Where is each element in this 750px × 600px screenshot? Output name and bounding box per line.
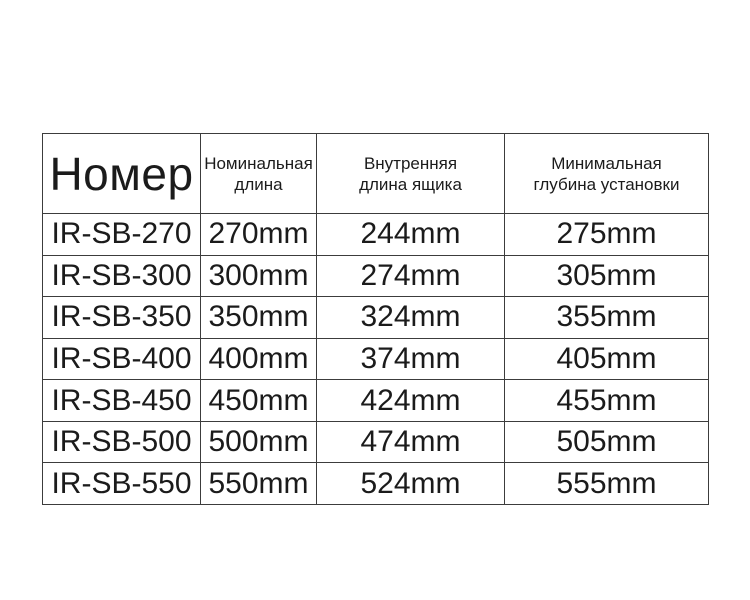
cell-inner-drawer-length: 244mm xyxy=(317,214,505,256)
cell-min-install-depth: 305mm xyxy=(505,255,709,297)
header-line: длина xyxy=(234,174,283,194)
header-cell-number: Номер xyxy=(43,134,201,214)
header-cell-inner-drawer-length xyxy=(317,134,505,214)
cell-nominal-length: 270mm xyxy=(201,214,317,256)
cell-nominal-length: 500mm xyxy=(201,421,317,463)
table-row xyxy=(43,297,709,339)
cell-inner-drawer-length: 524mm xyxy=(317,463,505,505)
cell-min-install-depth: 405mm xyxy=(505,338,709,380)
table-row xyxy=(43,421,709,463)
table-row xyxy=(43,214,709,256)
table-row xyxy=(43,338,709,380)
table-row xyxy=(43,380,709,422)
cell-min-install-depth: 455mm xyxy=(505,380,709,422)
spec-table xyxy=(42,133,709,505)
cell-nominal-length: 350mm xyxy=(201,297,317,339)
header-line: длина ящика xyxy=(359,174,462,194)
header-row xyxy=(43,134,709,214)
table-row xyxy=(43,463,709,505)
cell-min-install-depth: 355mm xyxy=(505,297,709,339)
header-line: Номинальная xyxy=(204,153,313,173)
cell-min-install-depth: 275mm xyxy=(505,214,709,256)
cell-number: IR-SB-550 xyxy=(43,463,201,505)
cell-nominal-length: 400mm xyxy=(201,338,317,380)
header-line: Минимальная xyxy=(551,153,662,173)
header-line: глубина установки xyxy=(533,174,680,194)
cell-number: IR-SB-300 xyxy=(43,255,201,297)
cell-nominal-length: 450mm xyxy=(201,380,317,422)
cell-nominal-length: 300mm xyxy=(201,255,317,297)
header-cell-min-install-depth xyxy=(505,134,709,214)
cell-number: IR-SB-400 xyxy=(43,338,201,380)
header-line: Внутренняя xyxy=(363,153,458,173)
cell-min-install-depth: 555mm xyxy=(505,463,709,505)
cell-inner-drawer-length: 374mm xyxy=(317,338,505,380)
cell-inner-drawer-length: 424mm xyxy=(317,380,505,422)
cell-inner-drawer-length: 324mm xyxy=(317,297,505,339)
cell-number: IR-SB-500 xyxy=(43,421,201,463)
cell-min-install-depth: 505mm xyxy=(505,421,709,463)
cell-number: IR-SB-450 xyxy=(43,380,201,422)
cell-nominal-length: 550mm xyxy=(201,463,317,505)
table-row xyxy=(43,255,709,297)
cell-inner-drawer-length: 274mm xyxy=(317,255,505,297)
cell-number: IR-SB-350 xyxy=(43,297,201,339)
cell-number: IR-SB-270 xyxy=(43,214,201,256)
header-cell-nominal-length xyxy=(201,134,317,214)
cell-inner-drawer-length: 474mm xyxy=(317,421,505,463)
